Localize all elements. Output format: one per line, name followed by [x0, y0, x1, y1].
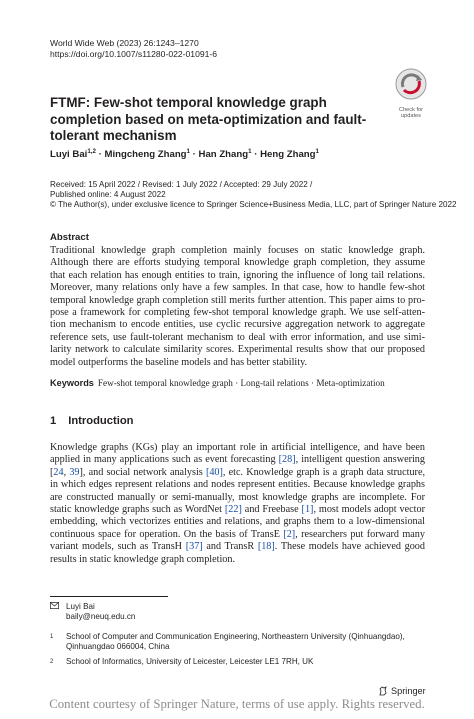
author-name[interactable]: Mingcheng Zhang: [104, 149, 187, 161]
footnote-number: 2: [50, 659, 54, 665]
author-separator: ·: [190, 149, 199, 161]
author-affiliation: 1: [186, 148, 190, 155]
footnote-text: School of Informatics, University of Leicester, Leicester LE1 7RH, UK: [66, 657, 314, 666]
intro-line: [50, 504, 425, 516]
publisher-name: Springer: [391, 686, 426, 696]
citation-link[interactable]: [22]: [224, 504, 242, 516]
badge-line-2: updates: [401, 113, 421, 120]
intro-text: and TransR: [202, 541, 258, 553]
intro-line: [50, 541, 425, 553]
abstract-line: temporal knowledge graph completion still merits further attention. This paper aims to pro-: [50, 294, 425, 306]
abstract-line: model outperforms the baseline models and has better stability.: [50, 356, 308, 368]
abstract-line: Moreover, many relations only have a few samples. In that case, how to handle few-shot: [50, 282, 425, 294]
footnote-text: School of Computer and Communication Engineering, Northeastern University (Qinhuangdao),: [66, 632, 405, 641]
envelope-icon: [50, 602, 60, 612]
publisher-logo: [378, 686, 426, 696]
badge-line-1: Check for: [399, 107, 423, 113]
author-name[interactable]: Han Zhang: [198, 149, 249, 161]
footnote-number: 1: [50, 634, 54, 640]
intro-line: [50, 554, 425, 566]
copyright-line: © The Author(s), under exclusive licence to Springer Science+Business Media, LLC, part of Springer Nature 2022: [50, 200, 457, 209]
author-separator: ·: [251, 149, 261, 161]
publication-dates: [50, 180, 456, 210]
author-affiliation: 1,2: [87, 148, 96, 155]
intro-line: [50, 516, 425, 528]
courtesy-watermark: Content courtesy of Springer Nature, terms of use apply. Rights reserved.: [49, 697, 425, 711]
dates-line: Published online: 4 August 2022: [50, 190, 166, 199]
abstract-line: Traditional knowledge graph completion mainly focuses on static knowledge graph.: [50, 245, 425, 256]
author-name[interactable]: Heng Zhang: [260, 149, 316, 161]
footnote: [50, 657, 430, 667]
intro-line: [50, 454, 425, 466]
abstract-heading: Abstract: [50, 232, 89, 243]
intro-text: [: [50, 466, 54, 478]
intro-text: Knowledge graphs (KGs) play an important role in artificial intelligence, and have been: [50, 442, 425, 453]
abstract-line: larity network to calculate similarity scores. Experimental results show that our proposed: [50, 344, 425, 356]
citation-link[interactable]: [2]: [283, 528, 296, 540]
abstract-line: Although there are efforts studying temporal knowledge graph completion, they assume: [50, 257, 425, 269]
citation-link[interactable]: [28]: [278, 454, 296, 466]
section-number: 1: [50, 415, 57, 427]
check-for-updates-icon: [393, 67, 429, 101]
abstract-line: reference sets, use fault-tolerant mechanism to deal with error information, and use simi-: [50, 331, 425, 343]
author-separator: ·: [95, 149, 105, 161]
abstract-line: tion mechanism to encode entities, use cyclic recursive aggregation network to aggregate: [50, 319, 425, 331]
citation-link[interactable]: [37]: [185, 541, 203, 553]
intro-line: [50, 529, 425, 541]
check-for-updates-badge[interactable]: [393, 67, 429, 120]
intro-text: and Freebase: [241, 504, 302, 516]
abstract-body: [50, 245, 425, 369]
footnote: [50, 632, 430, 652]
footnote-text: Qinhuangdao 066004, China: [66, 642, 170, 651]
badge-text: [393, 107, 429, 120]
author-affiliation: 1: [248, 148, 252, 155]
intro-line: [50, 442, 425, 454]
dates-line: Received: 15 April 2022 / Revised: 1 July 2022 / Accepted: 29 July 2022 /: [50, 180, 313, 189]
keywords-label: Keywords: [50, 378, 94, 388]
citation-link[interactable]: [40]: [205, 466, 223, 478]
springer-horse-icon: [378, 686, 388, 696]
abstract-line: that each relation has enough entities to train, ignoring the influence of long tail relations.: [50, 269, 425, 281]
correspondence: [50, 602, 135, 622]
author-affiliation: 1: [315, 148, 319, 155]
intro-text: ,: [63, 466, 70, 478]
intro-text: variant models, such as TransH: [50, 541, 186, 553]
intro-text: are constructed manually or semi-manually, most knowledge graphs are incomplete. For: [50, 491, 425, 503]
intro-text: in which edges represent relations and nodes represent entities. Because knowledge graphs: [50, 479, 425, 491]
footnote-rule: [50, 596, 168, 597]
citation-link[interactable]: 24: [53, 466, 64, 478]
doi-link[interactable]: https://doi.org/10.1007/s11280-022-01091-6: [50, 49, 218, 59]
intro-body: [50, 442, 425, 566]
intro-text: . These models have achieved good: [274, 541, 425, 553]
section-title: Introduction: [68, 415, 134, 427]
abstract-line: pose a framework for completing few-shot temporal knowledge graph. We use self-atten-: [50, 307, 425, 319]
section-heading: [50, 415, 133, 427]
paper-title: FTMF: Few-shot temporal knowledge graph completion based on meta-optimization and fault-tolerant mechanism: [50, 95, 367, 143]
corresponding-author: Luyi Bai: [66, 602, 95, 611]
keywords: [50, 378, 385, 388]
journal-citation: World Wide Web (2023) 26:1243–1270: [50, 38, 199, 48]
citation-link[interactable]: 39: [69, 466, 80, 478]
intro-text: embedding, which vectorizes entities and relations, and graphs them to a low-dimensional: [50, 516, 425, 528]
intro-text: , researchers put forward many: [295, 528, 425, 540]
intro-text: results in static knowledge graph completion.: [50, 553, 236, 565]
intro-text: applied in many applications such as event forecasting: [50, 454, 279, 466]
intro-line: [50, 479, 425, 491]
intro-line: [50, 492, 425, 504]
intro-text: , intelligent question answering: [295, 454, 425, 466]
intro-text: ], and social network analysis: [79, 466, 206, 478]
journal-header: [50, 38, 217, 60]
keywords-text: Few-shot temporal knowledge graph · Long-tail relations · Meta-optimization: [97, 378, 385, 388]
author-name[interactable]: Luyi Bai: [50, 149, 88, 161]
intro-text: , etc. Knowledge graph is a graph data structure,: [222, 466, 426, 478]
citation-link[interactable]: [18]: [257, 541, 275, 553]
citation-link[interactable]: [1]: [301, 504, 314, 516]
intro-text: , most models adopt vector: [313, 504, 425, 516]
author-list: [50, 148, 319, 160]
corresponding-email[interactable]: baily@neuq.edu.cn: [66, 612, 136, 621]
intro-text: static knowledge graphs such as WordNet: [50, 504, 225, 516]
intro-line: [50, 467, 425, 479]
intro-text: continuous space for operation. On the basis of TransE: [50, 528, 284, 540]
